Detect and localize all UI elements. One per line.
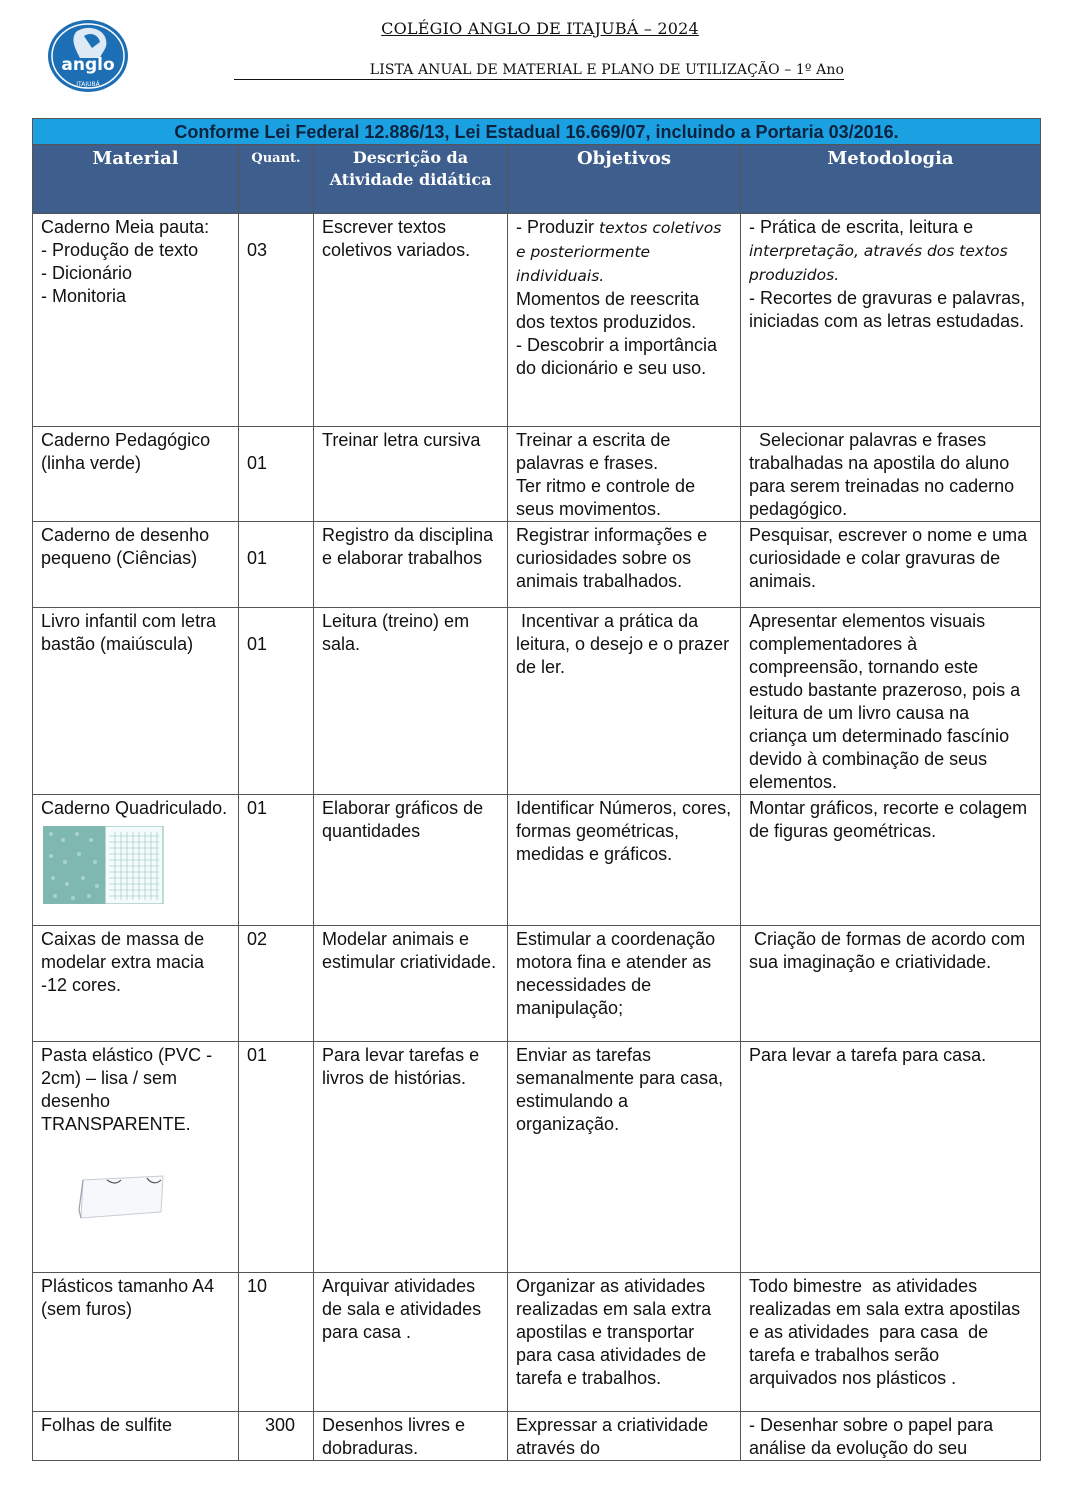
objetivos-text: Ter ritmo e controle de seus movimentos. [516,476,696,519]
objetivos-cell: Incentivar a prática da leitura, o desejo e o prazer de ler. [508,608,741,795]
descricao-cell: Elaborar gráficos de quantidades [314,795,508,926]
material-text: Caderno Quadriculado. [41,798,228,818]
quant-cell: 02 [239,926,314,1042]
material-cell: Plásticos tamanho A4 (sem furos) [33,1273,239,1412]
metodologia-text: - Recortes de gravuras e palavras, iniciadas com as letras estudadas. [749,288,1026,331]
descricao-cell: Modelar animais e estimular criatividade. [314,926,508,1042]
logo-subtext: ITAJUBÁ [76,81,100,88]
quant-cell: 01 [239,427,314,522]
objetivos-italic: textos coletivos e posteriormente individuais. [516,219,722,285]
quant-cell: 01 [239,795,314,926]
material-cell: Caixas de massa de modelar extra macia -12 cores. [33,926,239,1042]
descricao-cell: Registro da disciplina e elaborar trabalhos [314,522,508,608]
material-cell [33,795,239,926]
objetivos-cell: Organizar as atividades realizadas em sala extra apostilas e transportar para casa atividades de tarefa e trabalhos. [508,1273,741,1412]
table-row [33,1042,1041,1273]
material-table [32,118,1041,1461]
objetivos-cell: Estimular a coordenação motora fina e atender as necessidades de manipulação; [508,926,741,1042]
quant-cell: 10 [239,1273,314,1412]
objetivos-cell [508,427,741,522]
col-header-quant: Quant. [239,145,314,214]
objetivos-text: - Descobrir a importância do dicionário e seu uso. [516,335,718,378]
material-cell [33,214,239,427]
material-cell: Caderno Pedagógico (linha verde) [33,427,239,522]
material-cell: Folhas de sulfite [33,1412,239,1461]
table-row [33,427,1041,522]
col-header-descricao: Descrição da Atividade didática [314,145,508,214]
metodologia-cell: Pesquisar, escrever o nome e uma curiosidade e colar gravuras de animais. [741,522,1041,608]
material-line: Caderno Meia pauta: [41,217,210,237]
material-line: - Dicionário [41,263,133,283]
metodologia-cell: Montar gráficos, recorte e colagem de figuras geométricas. [741,795,1041,926]
metodologia-cell: Para levar a tarefa para casa. [741,1042,1041,1273]
descricao-cell: Para levar tarefas e livros de histórias. [314,1042,508,1273]
grid-notebook-image [43,826,165,904]
material-line: - Monitoria [41,286,127,306]
material-cell: Livro infantil com letra bastão (maiúscula) [33,608,239,795]
quant-cell: 03 [239,214,314,427]
list-title: LISTA ANUAL DE MATERIAL E PLANO DE UTILIZAÇÃO – 1º Ano [369,62,844,78]
quant-cell: 300 [239,1412,314,1461]
legal-notice: Conforme Lei Federal 12.886/13, Lei Estadual 16.669/07, incluindo a Portaria 03/2016. [33,119,1041,145]
objetivos-cell: Enviar as tarefas semanalmente para casa, estimulando a organização. [508,1042,741,1273]
descricao-cell: Leitura (treino) em sala. [314,608,508,795]
col-header-material: Material [33,145,239,214]
metodologia-cell: Todo bimestre as atividades realizadas em sala extra apostilas e as atividades para casa de tarefa e trabalhos serão arquivados nos plásticos . [741,1273,1041,1412]
school-title: COLÉGIO ANGLO DE ITAJUBÁ – 2024 [381,19,699,38]
metodologia-cell: - Desenhar sobre o papel para análise da evolução do seu [741,1412,1041,1461]
col-header-objetivos: Objetivos [508,145,741,214]
table-row [33,214,1041,427]
objetivos-cell: Identificar Números, cores, formas geométricas, medidas e gráficos. [508,795,741,926]
transparent-folder-image [77,1170,167,1230]
title-underline [234,79,844,80]
metodologia-cell [741,214,1041,427]
table-row [33,608,1041,795]
descricao-cell: Arquivar atividades de sala e atividades para casa . [314,1273,508,1412]
school-logo [46,18,132,94]
col-header-metodologia: Metodologia [741,145,1041,214]
logo-text: anglo [61,55,115,75]
metodologia-italic: interpretação, através dos textos produzidos. [749,242,1008,284]
metodologia-cell: Criação de formas de acordo com sua imaginação e criatividade. [741,926,1041,1042]
objetivos-text: - Produzir [516,217,600,237]
objetivos-cell: Expressar a criatividade através do [508,1412,741,1461]
material-text: Pasta elástico (PVC - 2cm) – lisa / sem desenho TRANSPARENTE. [41,1045,213,1134]
material-cell: Caderno de desenho pequeno (Ciências) [33,522,239,608]
metodologia-cell: Apresentar elementos visuais complementadores à compreensão, tornando este estudo bastante prazeroso, pois a leitura de um livro causa na criança um determinado fascínio devido à combinação de seus elementos. [741,608,1041,795]
metodologia-text: - Prática de escrita, leitura e [749,217,974,237]
material-line: - Produção de texto [41,240,199,260]
material-cell [33,1042,239,1273]
descricao-cell: Treinar letra cursiva [314,427,508,522]
quant-cell: 01 [239,1042,314,1273]
quant-cell: 01 [239,608,314,795]
table-row [33,522,1041,608]
table-row [33,1412,1041,1461]
objetivos-text: Treinar a escrita de palavras e frases. [516,430,671,473]
objetivos-text: Momentos de reescrita dos textos produzidos. [516,289,700,332]
descricao-cell: Desenhos livres e dobraduras. [314,1412,508,1461]
quant-cell: 01 [239,522,314,608]
descricao-cell: Escrever textos coletivos variados. [314,214,508,427]
objetivos-cell: Registrar informações e curiosidades sobre os animais trabalhados. [508,522,741,608]
objetivos-cell [508,214,741,427]
table-row [33,1273,1041,1412]
table-row [33,926,1041,1042]
metodologia-cell: Selecionar palavras e frases trabalhadas na apostila do aluno para serem treinadas no caderno pedagógico. [741,427,1041,522]
table-row [33,795,1041,926]
